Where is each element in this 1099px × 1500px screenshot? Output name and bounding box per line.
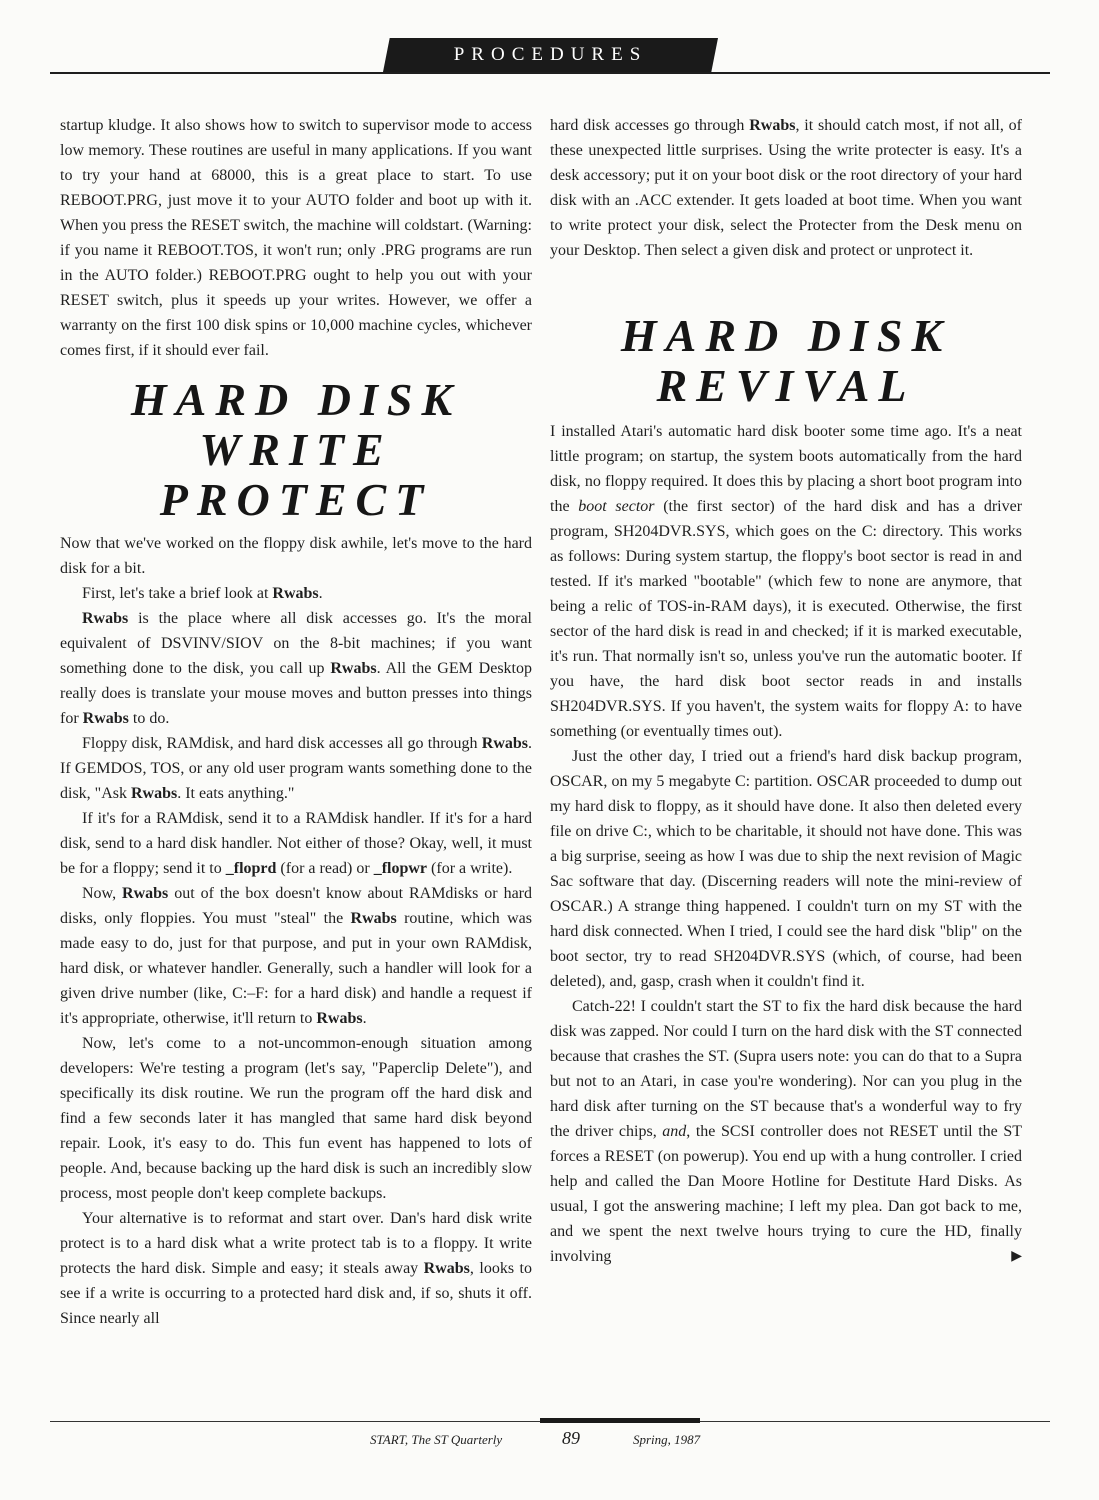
paragraph: Rwabs is the place where all disk accesses go. It's the moral equivalent of DSVINV/SIOV on the 8-bit machines; if you want something done to the disk, you call up Rwabs. All the GEM Desktop really does is translate your mouse moves and button presses into things for Rwabs to do.: [60, 610, 532, 727]
section-title: PROCEDURES: [453, 44, 648, 65]
paragraph: Your alternative is to reformat and start over. Dan's hard disk write protect is to a hard disk what a write protect tab is to a floppy. It write protects the hard disk. Simple and easy; it steals away Rwabs, looks to see if a write is occurring to a protected hard disk and, if so, shuts it off. Since nearly all: [60, 1210, 532, 1327]
continue-arrow-icon: ▶: [1011, 1249, 1022, 1264]
heading-line: REVIVAL: [656, 360, 916, 411]
right-column: [550, 113, 1022, 1269]
page-number: 89: [562, 1428, 580, 1448]
heading-line: HARD DISK: [130, 374, 462, 425]
paragraph: Now that we've worked on the floppy disk awhile, let's move to the hard disk for a bit.: [60, 535, 532, 577]
header-rule: [50, 72, 1050, 74]
paragraph: Just the other day, I tried out a friend's hard disk backup program, OSCAR, on my 5 megabyte C: partition. OSCAR proceeded to dump out my hard disk to floppy, as it should have done. It also then deleted every file on drive C:, which to be charitable, it should not have done. This was a big surprise, seeing as how I was due to ship the next revision of Magic Sac software that day. (Discerning readers will note the mini-review of OSCAR.) A strange thing happened. I couldn't turn on my ST with the hard disk connected. When I tried, I could see the hard disk "blip" on the boot sector, try to read SH204DVR.SYS (which, of course, had been deleted), and, gasp, crash when it couldn't find it.: [550, 748, 1022, 990]
article-heading-write-protect: [60, 375, 532, 525]
footer-date: Spring, 1987: [633, 1432, 701, 1447]
paragraph: Floppy disk, RAMdisk, and hard disk accesses all go through Rwabs. If GEMDOS, TOS, or any old user program wants something done to the disk, "Ask Rwabs. It eats anything.": [60, 735, 532, 802]
article-heading-revival: [550, 311, 1022, 411]
left-column: [60, 113, 532, 1331]
footer-mark: [540, 1418, 700, 1423]
paragraph: Now, Rwabs out of the box doesn't know about RAMdisks or hard disks, only floppies. You must "steal" the Rwabs routine, which was made easy to do, just for that purpose, and put in your own RAMdisk, hard disk, or whatever handler. Generally, such a handler will look for a given drive number (like, C:–F: for a hard disk) and handle a request if it's appropriate, otherwise, it'll return to Rwabs.: [60, 885, 533, 1027]
paragraph: I installed Atari's automatic hard disk booter some time ago. It's a neat little program; on startup, the system boots automatically from the hard disk, no floppy required. It does this by placing a short boot program into the boot sector (the first sector) of the hard disk and has a driver program, SH204DVR.SYS, which goes on the C: directory. This works as follows: During system startup, the floppy's boot sector is read in and tested. If it's marked "bootable" (which few to none are anymore, that being a relic of TOS-in-RAM days), it is executed. Otherwise, the first sector of the hard disk is read in and checked; if it is marked executable, it's run. That normally isn't so, unless you've run the automatic booter. If you have, the hard disk boot sector reads in and installs SH204DVR.SYS. If you haven't, the system waits for floppy A: to have something (or eventually times out).: [550, 423, 1023, 740]
heading-line: WRITE PROTECT: [159, 424, 433, 525]
paragraph: Catch-22! I couldn't start the ST to fix the hard disk because the hard disk was zapped. Nor could I turn on the hard disk with the ST connected because that crashes the ST. (Supra users note: you can do that to a Supra but not to an Atari, in case you're wondering). Nor can you plug in the hard disk after turning on the ST because that's a wonderful way to fry the driver chips, and, the SCSI controller does not RESET until the ST forces a RESET (on powerup). You end up with a hung controller. I cried help and called the Dan Moore Hotline for Destitute Hard Disks. As usual, I got the answering machine; I left my plea. Dan got back to me, and we spent the next twelve hours trying to cure the HD, finally involving ▶: [550, 994, 1022, 1269]
footer-publication: START, The ST Quarterly: [370, 1432, 503, 1447]
paragraph: Now, let's come to a not-uncommon-enough situation among developers: We're testing a program (let's say, "Paperclip Delete"), and specifically its disk routine. We run the program off the hard disk and find a few seconds later it has mangled that same hard disk beyond repair. Look, it's easy to do. This fun event has happened to lots of people. And, because backing up the hard disk is such an incredibly slow process, most people don't keep complete backups.: [60, 1035, 532, 1202]
intro-paragraph: startup kludge. It also shows how to switch to supervisor mode to access low memory. These routines are useful in many applications. If you want to try your hand at 68000, this is a great place to start. To use REBOOT.PRG, just move it to your AUTO folder and boot up with it. When you press the RESET switch, the machine will coldstart. (Warning: if you name it REBOOT.TOS, it won't run; only .PRG programs are run in the AUTO folder.) REBOOT.PRG ought to help you out with your RESET switch, plus it speeds up your writes. However, we offer a warranty on the first 100 disk spins or 10,000 machine cycles, whichever comes first, if it should ever fail.: [60, 117, 532, 359]
paragraph: First, let's take a brief look at Rwabs.: [82, 585, 323, 602]
paragraph: hard disk accesses go through Rwabs, it should catch most, if not all, of these unexpected little surprises. Using the write protecter is easy. It's a desk accessory; put it on your boot disk or the root directory of your hard disk with an .ACC extender. It gets loaded at boot time. When you want to write protect your disk, select the Protecter from the Desk menu on your Desktop. Then select a given disk and protect or unprotect it.: [550, 117, 1023, 259]
heading-line: HARD DISK: [620, 310, 952, 361]
paragraph: If it's for a RAMdisk, send it to a RAMdisk handler. If it's for a hard disk, send to a hard disk handler. Not either of those? Okay, well, it must be for a floppy; send it to _floprd (for a read) or _flopwr (for a write).: [60, 810, 532, 877]
